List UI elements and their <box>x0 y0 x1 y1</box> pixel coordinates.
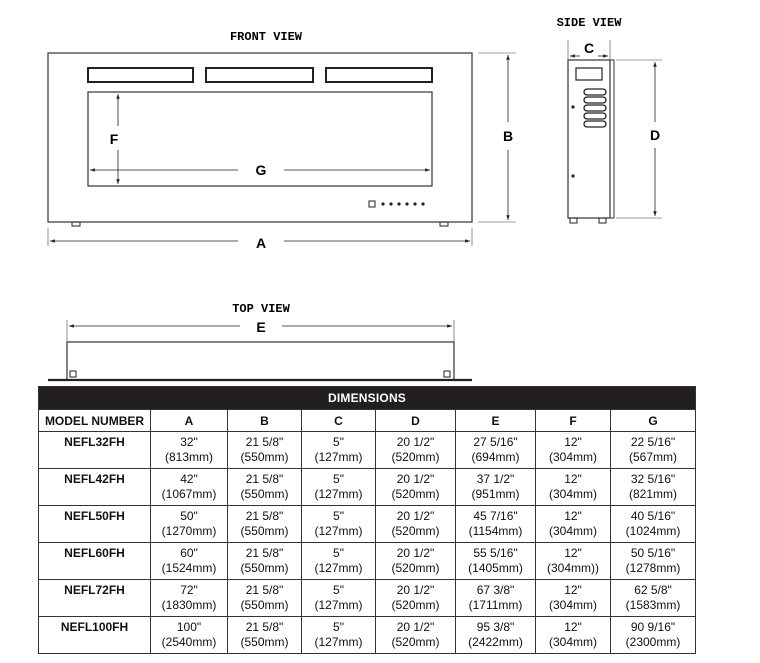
dimension-inches: 20 1/2" <box>396 583 435 597</box>
model-number-cell: NEFL50FH <box>39 506 151 543</box>
dimension-cell <box>456 543 536 580</box>
dimension-millimeters: (1067mm) <box>161 487 217 501</box>
dimension-cell <box>536 580 611 617</box>
dimension-cell <box>302 617 376 654</box>
dimension-cell <box>456 432 536 469</box>
dimension-millimeters: (127mm) <box>314 561 363 575</box>
table-row <box>39 617 696 654</box>
front-foot-left <box>72 222 80 226</box>
table-row <box>39 580 696 617</box>
dimension-cell <box>151 543 228 580</box>
dimension-cell <box>611 506 696 543</box>
dimension-millimeters: (813mm) <box>164 450 213 464</box>
side-foot-left <box>570 218 577 223</box>
dimension-inches: 5" <box>333 435 344 449</box>
dimension-inches: 20 1/2" <box>396 546 435 560</box>
dimension-inches: 50" <box>180 509 198 523</box>
dimension-millimeters: (1024mm) <box>625 524 681 538</box>
dimension-inches: 5" <box>333 472 344 486</box>
dimension-label-f: F <box>109 131 119 147</box>
top-view-title: TOP VIEW <box>232 302 290 316</box>
dimension-millimeters: (1524mm) <box>161 561 217 575</box>
front-view-title: FRONT VIEW <box>229 30 303 44</box>
dimension-millimeters: (304mm) <box>548 524 597 538</box>
front-foot-right <box>440 222 448 226</box>
dimension-label-c: C <box>583 40 595 56</box>
table-row <box>39 506 696 543</box>
side-top-box <box>576 68 602 80</box>
side-body-back <box>568 60 610 218</box>
column-header-d: D <box>376 410 456 432</box>
dimension-cell <box>151 617 228 654</box>
dimension-cell <box>536 432 611 469</box>
top-view <box>48 302 472 380</box>
table-body <box>39 432 696 654</box>
dimension-cell <box>456 506 536 543</box>
dimension-millimeters: (127mm) <box>314 450 363 464</box>
dimension-inches: 21 5/8" <box>245 583 284 597</box>
column-header-b: B <box>228 410 302 432</box>
dimension-millimeters: (550mm) <box>240 561 289 575</box>
dimension-millimeters: (304mm) <box>548 487 597 501</box>
dimension-inches: 37 1/2" <box>476 472 515 486</box>
dimension-cell <box>302 506 376 543</box>
dimension-inches: 21 5/8" <box>245 509 284 523</box>
front-vent-right <box>326 68 432 82</box>
dimension-cell <box>536 543 611 580</box>
dimension-millimeters: (2540mm) <box>161 635 217 649</box>
dimension-millimeters: (550mm) <box>240 450 289 464</box>
side-foot-right <box>599 218 606 223</box>
dimension-inches: 32 5/16" <box>630 472 676 486</box>
dimension-millimeters: (550mm) <box>240 635 289 649</box>
dimension-millimeters: (694mm) <box>471 450 520 464</box>
dimension-millimeters: (304mm) <box>548 635 597 649</box>
dimension-inches: 40 5/16" <box>630 509 676 523</box>
dimension-millimeters: (550mm) <box>240 487 289 501</box>
dimension-millimeters: (127mm) <box>314 635 363 649</box>
column-header-f: F <box>536 410 611 432</box>
dimension-millimeters: (821mm) <box>629 487 678 501</box>
dimension-millimeters: (2300mm) <box>625 635 681 649</box>
model-number-cell: NEFL72FH <box>39 580 151 617</box>
dimension-cell <box>611 543 696 580</box>
dimension-inches: 50 5/16" <box>630 546 676 560</box>
model-number-cell: NEFL100FH <box>39 617 151 654</box>
dimension-inches: 12" <box>564 620 582 634</box>
dimension-inches: 5" <box>333 620 344 634</box>
dimension-cell <box>456 617 536 654</box>
table-row <box>39 469 696 506</box>
dimension-millimeters: (1583mm) <box>625 598 681 612</box>
dimension-inches: 67 3/8" <box>476 583 515 597</box>
dimension-cell <box>611 469 696 506</box>
dimension-millimeters: (520mm) <box>391 635 440 649</box>
dimension-inches: 12" <box>564 509 582 523</box>
dimension-inches: 95 3/8" <box>476 620 515 634</box>
front-control-panel <box>369 201 425 207</box>
column-header-a: A <box>151 410 228 432</box>
dimension-cell <box>611 432 696 469</box>
top-body <box>67 342 454 380</box>
dimension-inches: 27 5/16" <box>473 435 518 449</box>
model-number-cell: NEFL42FH <box>39 469 151 506</box>
dimension-inches: 12" <box>564 583 582 597</box>
side-view <box>557 16 662 223</box>
dimension-inches: 20 1/2" <box>396 435 435 449</box>
dimension-cell <box>376 580 456 617</box>
side-view-title: SIDE VIEW <box>556 16 622 30</box>
column-header-e: E <box>456 410 536 432</box>
dimension-inches: 45 7/16" <box>473 509 518 523</box>
dimension-cell <box>302 469 376 506</box>
dimension-inches: 21 5/8" <box>245 546 284 560</box>
side-vent-grille <box>584 89 606 127</box>
dimension-inches: 90 9/16" <box>630 620 676 634</box>
dimension-cell <box>376 543 456 580</box>
dimension-cell <box>302 543 376 580</box>
dimension-inches: 72" <box>180 583 198 597</box>
dimension-inches: 12" <box>564 435 582 449</box>
dimension-cell <box>151 506 228 543</box>
dimension-millimeters: (1278mm) <box>625 561 681 575</box>
dimension-cell <box>536 469 611 506</box>
dimension-cell <box>228 543 302 580</box>
dimension-millimeters: (304mm) <box>548 598 597 612</box>
dimension-cell <box>228 506 302 543</box>
dimension-inches: 5" <box>333 583 344 597</box>
dimension-label-e: E <box>256 319 266 335</box>
dimension-cell <box>376 506 456 543</box>
dimension-cell <box>228 469 302 506</box>
table-row <box>39 543 696 580</box>
dimension-cell <box>228 432 302 469</box>
column-header-c: C <box>302 410 376 432</box>
dimension-inches: 100" <box>176 620 202 634</box>
dimension-inches: 21 5/8" <box>245 472 284 486</box>
dimension-millimeters: (304mm) <box>548 450 597 464</box>
dimension-inches: 55 5/16" <box>473 546 518 560</box>
dimension-inches: 20 1/2" <box>396 509 435 523</box>
model-number-cell: NEFL32FH <box>39 432 151 469</box>
dimension-millimeters: (550mm) <box>240 598 289 612</box>
dimension-millimeters: (520mm) <box>391 450 440 464</box>
dimension-cell <box>151 580 228 617</box>
dimension-cell <box>456 469 536 506</box>
dimension-inches: 5" <box>333 509 344 523</box>
dimension-millimeters: (304mm)) <box>546 561 599 575</box>
dimension-cell <box>611 617 696 654</box>
dimension-millimeters: (1711mm) <box>468 598 523 612</box>
dimension-millimeters: (567mm) <box>629 450 678 464</box>
dimension-cell <box>456 580 536 617</box>
dimension-label-a: A <box>255 235 267 251</box>
dimension-millimeters: (127mm) <box>314 524 363 538</box>
dimension-inches: 12" <box>564 472 582 486</box>
dimension-millimeters: (520mm) <box>391 524 440 538</box>
front-view <box>48 30 516 251</box>
dimension-cell <box>376 432 456 469</box>
column-header-g: G <box>611 410 696 432</box>
dimension-inches: 21 5/8" <box>245 435 284 449</box>
dimension-inches: 12" <box>564 546 582 560</box>
column-header-model-number: MODEL NUMBER <box>39 410 151 432</box>
dimension-millimeters: (1830mm) <box>161 598 217 612</box>
dimension-inches: 60" <box>180 546 198 560</box>
dimension-inches: 20 1/2" <box>396 620 435 634</box>
model-number-cell: NEFL60FH <box>39 543 151 580</box>
dimension-cell <box>376 617 456 654</box>
dimension-cell <box>302 432 376 469</box>
table-title: DIMENSIONS <box>39 387 696 410</box>
dimension-millimeters: (1270mm) <box>161 524 217 538</box>
dimension-cell <box>376 469 456 506</box>
dimension-inches: 62 5/8" <box>634 583 672 597</box>
dimension-millimeters: (1405mm) <box>468 561 523 575</box>
dimension-millimeters: (951mm) <box>471 487 520 501</box>
dimension-millimeters: (127mm) <box>314 598 363 612</box>
dimension-cell <box>536 506 611 543</box>
dimension-millimeters: (127mm) <box>314 487 363 501</box>
dimension-cell <box>228 617 302 654</box>
dimension-inches: 20 1/2" <box>396 472 435 486</box>
dimension-inches: 5" <box>333 546 344 560</box>
dimension-label-b: B <box>502 128 514 144</box>
dimension-millimeters: (520mm) <box>391 487 440 501</box>
dimension-label-d: D <box>649 127 661 143</box>
dimension-inches: 21 5/8" <box>245 620 284 634</box>
dimension-cell <box>611 580 696 617</box>
dimension-cell <box>536 617 611 654</box>
dimension-cell <box>302 580 376 617</box>
front-vent-center <box>206 68 313 82</box>
table-row <box>39 432 696 469</box>
dimension-millimeters: (2422mm) <box>468 635 523 649</box>
dimension-millimeters: (520mm) <box>391 561 440 575</box>
dimensions-table <box>38 386 696 654</box>
dimension-inches: 22 5/16" <box>630 435 676 449</box>
dimension-millimeters: (550mm) <box>240 524 289 538</box>
front-vent-left <box>88 68 193 82</box>
dimension-millimeters: (520mm) <box>391 598 440 612</box>
dimension-millimeters: (1154mm) <box>468 524 523 538</box>
dimension-label-g: G <box>255 162 267 178</box>
dimension-inches: 32" <box>180 435 198 449</box>
table-header-row <box>39 410 696 432</box>
dimension-inches: 42" <box>180 472 198 486</box>
dimension-cell <box>151 469 228 506</box>
dimension-cell <box>151 432 228 469</box>
dimension-cell <box>228 580 302 617</box>
